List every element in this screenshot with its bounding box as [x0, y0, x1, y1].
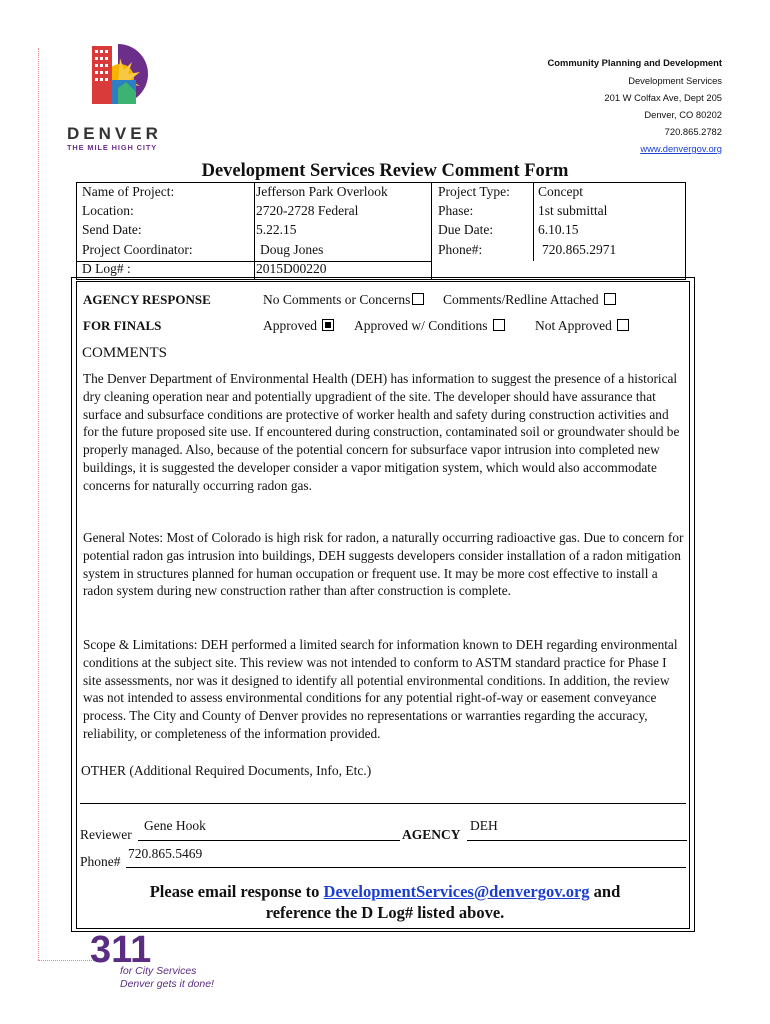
other-label: OTHER (Additional Required Documents, Info, Etc.)	[81, 763, 372, 778]
comment-paragraph-2: General Notes: Most of Colorado is high risk for radon, a naturally occurring radioactive gas. Due to concern for potential radon gas intrusion into buildings, DEH suggests developers consider installation of a radon mitigation system in structures planned for human occupation or frequent use. It may be more cost effective to install a radon system during new construction rather than after construction is complete.	[83, 530, 684, 599]
coordinator-value: Doug Jones	[260, 242, 324, 257]
not-approved-option	[535, 318, 629, 334]
location-value: 2720-2728 Federal	[256, 203, 359, 218]
approved-conditions-label: Approved w/ Conditions	[354, 318, 488, 333]
redline-label: Comments/Redline Attached	[443, 292, 599, 307]
project-type-label: Project Type:	[438, 184, 510, 199]
badge-311: 311	[90, 929, 152, 971]
agency-response-label: AGENCY RESPONSE	[83, 292, 211, 307]
reviewer-phone-value: 720.865.5469	[128, 846, 203, 861]
comment-paragraph-3: Scope & Limitations: DEH performed a limited search for information known to DEH regarding environmental conditions at the subject site. This review was not intended to conform to ASTM standard practice for Phase I site assessments, nor was it designed to identify all potential environmental conditions. In addition, the review was not intended to assess environmental conditions for any potential right-of-way or easement conveyance process. The City and County of Denver provides no representations or warranties regarding the accuracy, reliability, or completeness of the information provided.	[83, 637, 678, 741]
reviewer-label: Reviewer	[80, 827, 132, 842]
email-instruction-suffix: and	[589, 882, 621, 901]
division-name: Development Services	[628, 75, 722, 86]
logo-building	[92, 46, 112, 104]
agency-line[interactable]	[467, 840, 687, 841]
city-state-zip: Denver, CO 80202	[644, 109, 722, 120]
department-name: Community Planning and Development	[547, 57, 722, 68]
approved-checkbox[interactable]	[322, 319, 334, 331]
email-instruction	[0, 882, 770, 902]
email-instruction-prefix: Please email response to	[149, 882, 324, 901]
logo-wordmark: DENVER	[67, 124, 162, 143]
phase-label: Phase:	[438, 203, 474, 218]
badge-line-2: Denver gets it done!	[120, 978, 214, 990]
project-type-value: Concept	[538, 184, 583, 199]
approved-conditions-option	[354, 318, 505, 334]
reviewer-value: Gene Hook	[144, 818, 206, 833]
reviewer-phone-label: Phone#	[80, 854, 121, 869]
agency-label: AGENCY	[402, 827, 461, 842]
other-line[interactable]	[80, 803, 686, 804]
page-title: Development Services Review Comment Form	[201, 161, 569, 181]
website-link[interactable]: www.denvergov.org	[640, 143, 722, 154]
office-phone: 720.865.2782	[664, 126, 722, 137]
phone-label: Phone#:	[438, 242, 483, 257]
approved-option	[263, 318, 334, 334]
dlog-label: D Log# :	[82, 261, 131, 276]
dlog-instruction: reference the D Log# listed above.	[265, 903, 505, 922]
coordinator-label: Project Coordinator:	[82, 242, 193, 257]
not-approved-checkbox[interactable]	[617, 319, 629, 331]
agency-value: DEH	[470, 818, 498, 833]
approved-label: Approved	[263, 318, 317, 333]
redline-checkbox[interactable]	[604, 293, 616, 305]
street-address: 201 W Colfax Ave, Dept 205	[604, 92, 722, 103]
logo-tagline: THE MILE HIGH CITY	[67, 143, 158, 152]
no-comments-checkbox[interactable]	[412, 293, 424, 305]
send-date-value: 5.22.15	[256, 222, 297, 237]
send-date-label: Send Date:	[82, 222, 142, 237]
badge-line-1: for City Services	[120, 965, 197, 977]
project-name-label: Name of Project:	[82, 184, 175, 199]
reviewer-phone-line[interactable]	[126, 867, 686, 868]
margin-guide-bottom	[38, 960, 98, 961]
redline-option	[443, 292, 616, 308]
location-label: Location:	[82, 203, 134, 218]
phone-value: 720.865.2971	[542, 242, 617, 257]
dlog-value: 2015D00220	[256, 261, 327, 276]
comment-paragraph-1: The Denver Department of Environmental Health (DEH) has information to suggest the presence of a historical dry cleaning operation near and potentially upgradient of the site. The developer should have assurance that surface and subsurface conditions are protective of worker health and safety during construction activities and for the future proposed site use. If encountered during construction, contaminated soil or groundwater should be properly managed. Also, because of the potential concern for subsurface vapor intrusion into completed new buildings, it is suggested the developer consider a vapor mitigation system, which would also accommodate concerns for naturally occurring radon gas.	[83, 371, 680, 493]
for-finals-label: FOR FINALS	[83, 318, 162, 333]
approved-conditions-checkbox[interactable]	[493, 319, 505, 331]
no-comments-option	[263, 292, 424, 308]
not-approved-label: Not Approved	[535, 318, 612, 333]
margin-guide	[38, 48, 39, 960]
comments-heading: COMMENTS	[82, 345, 168, 361]
no-comments-label: No Comments or Concerns	[263, 292, 411, 307]
phase-value: 1st submittal	[538, 203, 608, 218]
reviewer-line[interactable]	[138, 840, 400, 841]
email-link[interactable]: DevelopmentServices@denvergov.org	[323, 882, 590, 901]
due-date-value: 6.10.15	[538, 222, 579, 237]
project-name-value: Jefferson Park Overlook	[256, 184, 388, 199]
due-date-label: Due Date:	[438, 222, 494, 237]
